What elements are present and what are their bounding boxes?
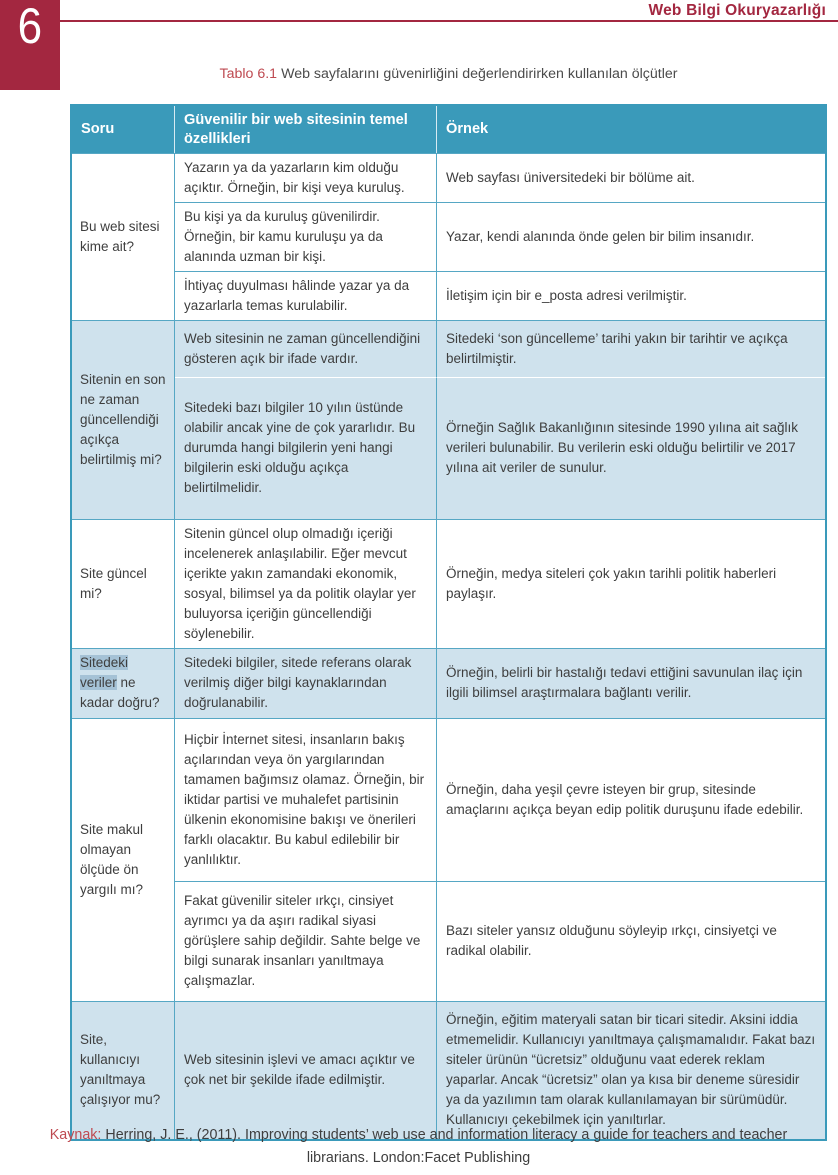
table-row [72,718,825,881]
table-container [70,104,827,1141]
table-row [72,153,825,202]
question-cell: Site güncel mi? [72,519,175,648]
example-cell: Örneğin, medya siteleri çok yakın tarihli politik haberleri paylaşır. [437,519,825,648]
example-cell: Örneğin, belirli bir hastalığı tedavi ettiğini savunulan ilaç için ilgili bilimsel araştırmalara bağlantı verilir. [437,648,825,718]
example-cell: Örneğin Sağlık Bakanlığının sitesinde 1990 yılına ait sağlık verileri bulunabilir. Bu verilerin eski olduğu belirtilir ve 2017 yılına ait veriler de sunulur. [437,377,825,519]
text-selection-highlight: Sitedeki veriler [80,655,129,691]
chapter-badge [0,0,60,90]
source-label: Kaynak: [49,1127,102,1143]
question-cell: Bu web sitesi kime ait? [72,153,175,320]
table-row [72,202,825,271]
example-cell: Yazar, kendi alanında önde gelen bir bilim insanıdır. [437,202,825,271]
table-caption [70,66,827,82]
table-row [72,1001,825,1139]
table-row [72,648,825,718]
feature-cell: Web sitesinin ne zaman güncellendiğini gösteren açık bir ifade vardır. [175,320,437,377]
source-citation [40,1124,797,1170]
question-cell: Site, kullanıcıyı yanıltmaya çalışıyor mu? [72,1001,175,1139]
feature-cell: Hiçbir İnternet sitesi, insanların bakış açılarından veya ön yargılarından tamamen bağımsız olamaz. Örneğin, bir iktidar partisi ve muhalefet partisinin ülkenin ekonomisine bakışı ve önerileri farklı olacaktır. Bu kabul edilebilir bir yanlılıktır. [175,718,437,881]
feature-cell: Bu kişi ya da kuruluş güvenilirdir. Örneğin, bir kamu kuruluşu ya da alanında uzman bir kişi. [175,202,437,271]
column-header-features: Güvenilir bir web sitesinin temel özellikleri [175,106,437,153]
column-header-example: Örnek [437,106,825,153]
source-text: Herring, J. E., (2011). Improving students’ web use and information literacy a guide for teachers and teacher librarians. London:Facet Publishing [105,1127,788,1166]
question-cell: Sitedeki veriler ne kadar doğru? [72,648,175,718]
example-cell: Örneğin, eğitim materyali satan bir ticari sitedir. Aksini iddia etmemelidir. Kullanıcıyı yanıltmaya çalışmamalıdır. Fakat bazı siteler ürünün “ücretsiz” olduğunu vaat ederek reklam yaparlar. Ancak “ücretsiz” olan ya kısa bir deneme süresidir ya da yazılımın tam olarak kullanılamayan bir sürümüdür. Kullanıcıyı çekebilmek için yanıltırlar. [437,1001,825,1139]
table-row [72,320,825,377]
table-row [72,377,825,519]
table-row [72,271,825,320]
feature-cell: İhtiyaç duyulması hâlinde yazar ya da yazarlarla temas kurulabilir. [175,271,437,320]
criteria-table-body [72,153,825,1139]
header-rule [60,20,838,22]
feature-cell: Sitedeki bazı bilgiler 10 yılın üstünde olabilir ancak yine de çok yararlıdır. Bu durumda hangi bilgilerin yeni hangi bilgilerin eski olduğu açıkça belirtilmelidir. [175,377,437,519]
page-header-title: Web Bilgi Okuryazarlığı [648,2,826,19]
example-cell: Sitedeki ‘son güncelleme’ tarihi yakın bir tarihtir ve açıkça belirtilmiştir. [437,320,825,377]
feature-cell: Fakat güvenilir siteler ırkçı, cinsiyet ayrımcı ya da aşırı radikal siyasi görüşlere sahip değildir. Sahte belge ve bilgi sunarak insanları yanıltmaya çalışmazlar. [175,881,437,1001]
column-header-question: Soru [72,106,175,153]
example-cell: İletişim için bir e_posta adresi verilmiştir. [437,271,825,320]
question-cell: Site makul olmayan ölçüde ön yargılı mı? [72,718,175,1001]
table-header-row [72,106,825,153]
feature-cell: Yazarın ya da yazarların kim olduğu açıktır. Örneğin, bir kişi veya kuruluş. [175,153,437,202]
feature-cell: Sitenin güncel olup olmadığı içeriği incelenerek anlaşılabilir. Eğer mevcut içerikte yakın zamandaki ekonomik, sosyal, bilimsel ya da politik olaylar yer buluyorsa içeriğin güncellendiği söylenebilir. [175,519,437,648]
criteria-table [70,104,827,1141]
table-row [72,881,825,1001]
example-cell: Örneğin, daha yeşil çevre isteyen bir grup, sitesinde amaçlarını açıkça beyan edip politik duruşunu ifade edebilir. [437,718,825,881]
feature-cell: Web sitesinin işlevi ve amacı açıktır ve çok net bir şekilde ifade edilmiştir. [175,1001,437,1139]
feature-cell: Sitedeki bilgiler, sitede referans olarak verilmiş diğer bilgi kaynaklarından doğrulanabilir. [175,648,437,718]
caption-label: Tablo 6.1 [219,66,278,82]
caption-text: Web sayfalarını güvenirliğini değerlendirirken kullanılan ölçütler [281,66,678,82]
question-cell: Sitenin en son ne zaman güncellendiği açıkça belirtilmiş mi? [72,320,175,519]
example-cell: Web sayfası üniversitedeki bir bölüme ait. [437,153,825,202]
chapter-number: 6 [17,0,43,54]
example-cell: Bazı siteler yansız olduğunu söyleyip ırkçı, cinsiyetçi ve radikal olabilir. [437,881,825,1001]
table-row [72,519,825,648]
